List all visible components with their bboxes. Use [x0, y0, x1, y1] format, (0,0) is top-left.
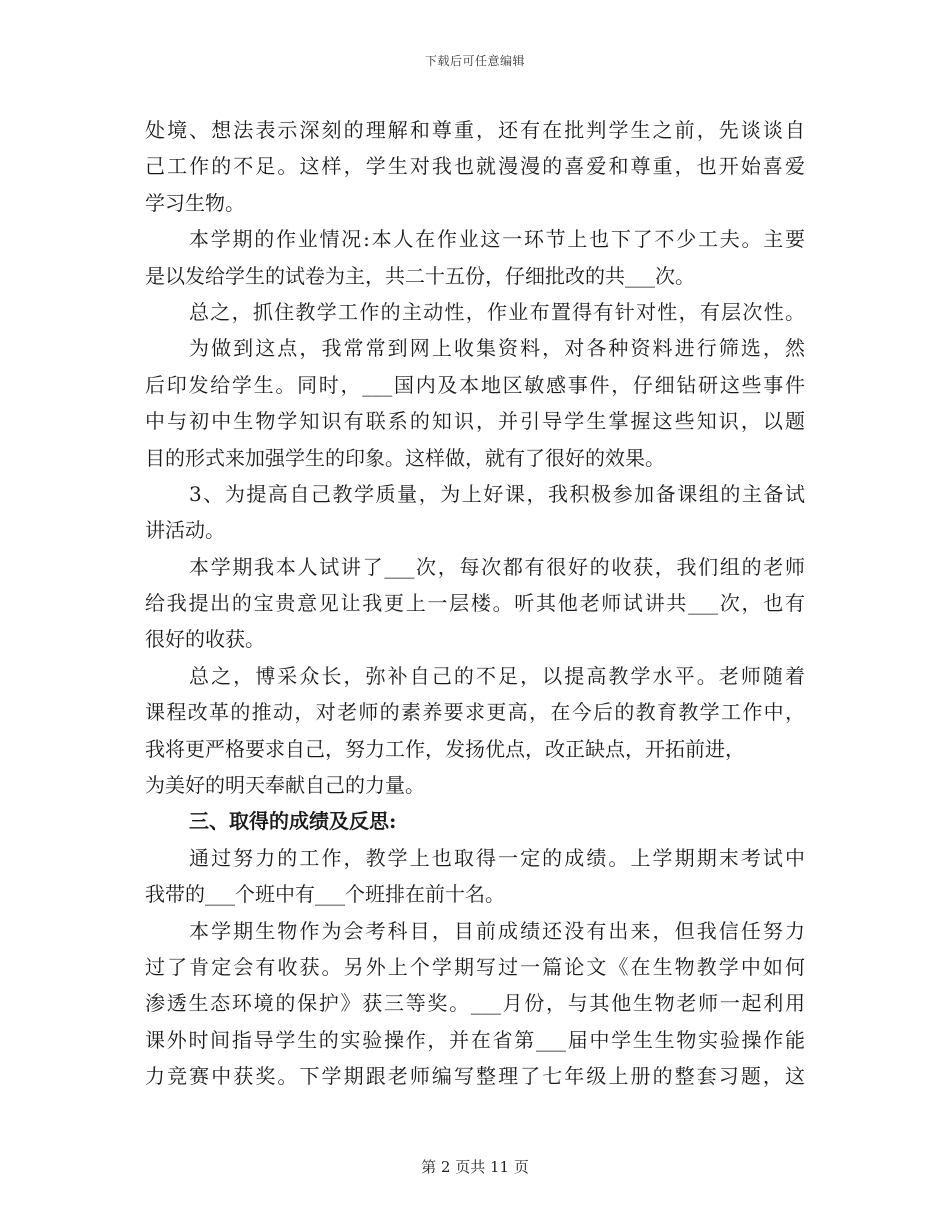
text-line: 过了肯定会有收获。另外上个学期写过一篇论文《在生物教学中如何	[145, 954, 805, 979]
text-line: 目的形式来加强学生的印象。这样做，就有了很好的效果。	[145, 445, 665, 470]
page-header: 下载后可任意编辑	[424, 54, 525, 68]
document-body	[145, 112, 805, 1095]
text-line: 讲活动。	[145, 518, 225, 543]
text-line: 很好的收获。	[145, 627, 265, 652]
text-line: 渗透生态环境的保护》获三等奖。___月份，与其他生物老师一起利用	[145, 991, 805, 1016]
text-line: 课程改革的推动，对老师的素养要求更高，在今后的教育教学工作中，	[145, 700, 805, 725]
text-line: 力竞赛中获奖。下学期跟老师编写整理了七年级上册的整套习题，这	[145, 1064, 805, 1089]
text-line: 本学期我本人试讲了___次，每次都有很好的收获，我们组的老师	[189, 554, 805, 579]
text-line: 己工作的不足。这样，学生对我也就漫漫的喜爱和尊重，也开始喜爱	[145, 154, 805, 179]
text-line: 课外时间指导学生的实验操作，并在省第___届中学生生物实验操作能	[145, 1027, 805, 1052]
text-line: 为做到这点，我常常到网上收集资料，对各种资料进行筛选，然	[189, 336, 805, 361]
text-line: 处境、想法表示深刻的理解和尊重，还有在批判学生之前，先谈谈自	[145, 118, 805, 142]
page-number: 第 2 页共 11 页	[421, 1158, 529, 1176]
text-line: 通过努力的工作，教学上也取得一定的成绩。上学期期末考试中	[189, 845, 805, 870]
text-line: 学习生物。	[145, 190, 245, 215]
text-line: 总之，博采众长，弥补自己的不足，以提高教学水平。老师随着	[189, 663, 805, 688]
text-line: 是以发给学生的试卷为主，共二十五份，仔细批改的共___次。	[145, 263, 695, 288]
text-line: 总之，抓住教学工作的主动性，作业布置得有针对性，有层次性。	[189, 299, 805, 324]
text-line: 给我提出的宝贵意见让我更上一层楼。听其他老师试讲共___次，也有	[145, 591, 805, 616]
text-line: 3、为提高自己教学质量，为上好课，我积极参加备课组的主备试	[189, 481, 805, 506]
text-line: 为美好的明天奉献自己的力量。	[145, 773, 425, 798]
text-line: 本学期的作业情况:本人在作业这一环节上也下了不少工夫。主要	[189, 227, 805, 252]
text-line: 本学期生物作为会考科目，目前成绩还没有出来，但我信任努力	[189, 918, 805, 943]
text-line: 我带的___个班中有___个班排在前十名。	[145, 882, 505, 907]
text-line: 我将更严格要求自己，努力工作，发扬优点，改正缺点，开拓前进，	[145, 736, 745, 761]
text-line: 后印发给学生。同时，___国内及本地区敏感事件，仔细钻研这些事件	[145, 372, 805, 397]
text-line: 中与初中生物学知识有联系的知识，并引导学生掌握这些知识，以题	[145, 409, 805, 434]
section-heading: 三、取得的成绩及反思:	[189, 809, 397, 834]
